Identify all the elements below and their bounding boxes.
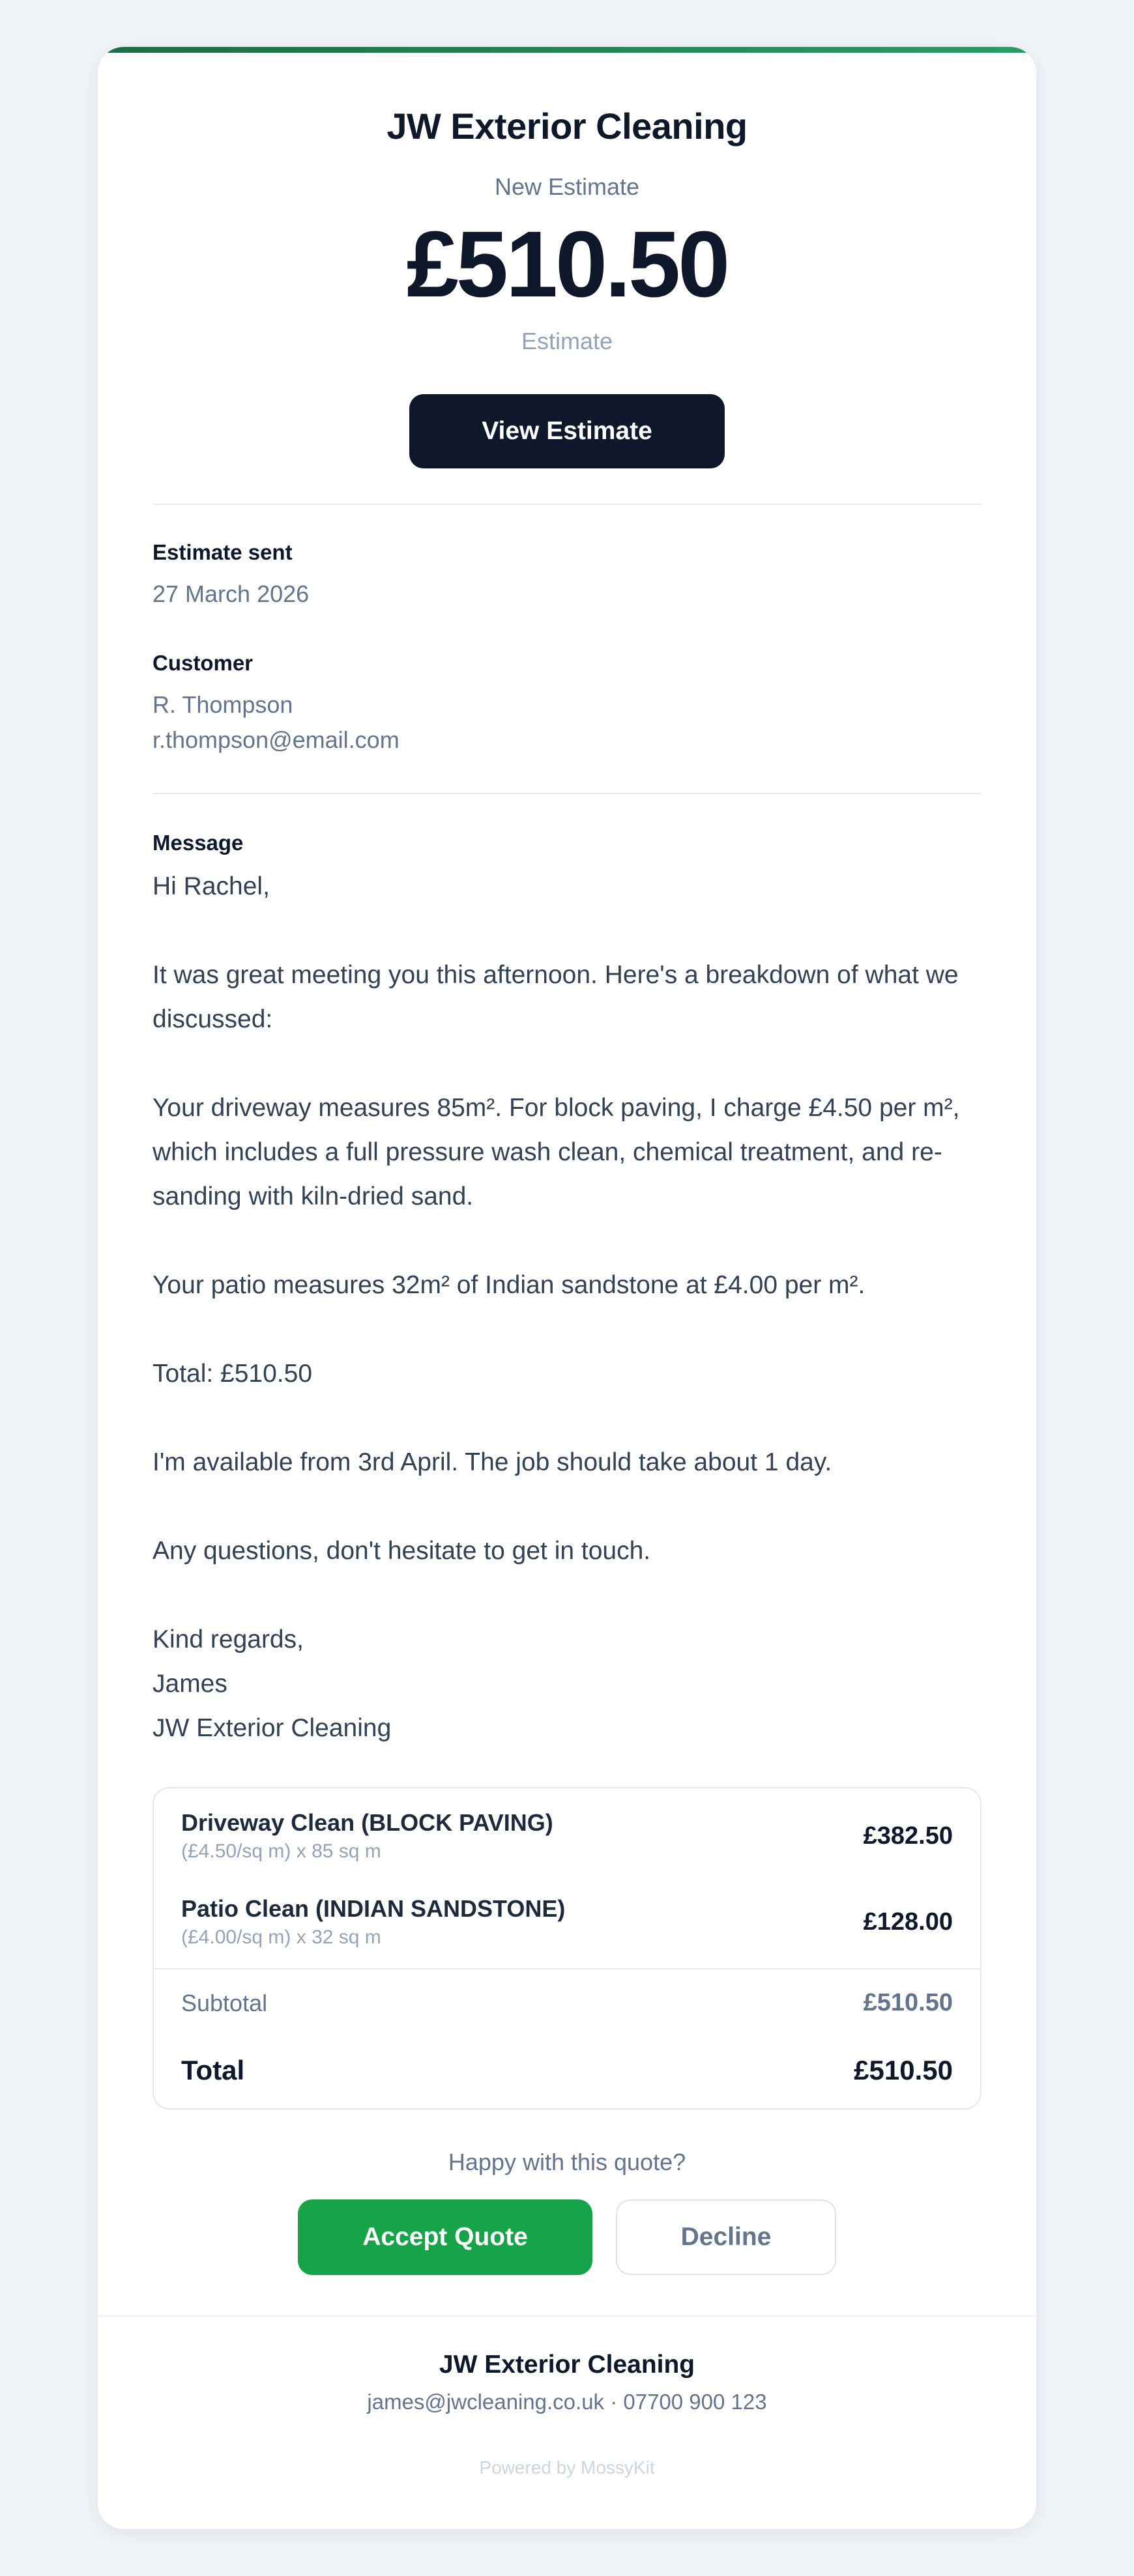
- line-item-price: £382.50: [863, 1822, 953, 1850]
- message-body: [153, 865, 981, 1751]
- message-paragraph: It was great meeting you this afternoon. Here's a breakdown of what we discussed:: [153, 961, 959, 1034]
- message-greeting: Hi Rachel,: [153, 872, 270, 901]
- estimate-sent-date: 27 March 2026: [153, 580, 310, 608]
- message-paragraph: Your patio measures 32m² of Indian sandstone at £4.00 per m².: [153, 1271, 865, 1300]
- view-estimate-button[interactable]: View Estimate: [409, 394, 725, 468]
- estimate-sent-section: [153, 505, 981, 612]
- line-item: [181, 1863, 953, 1968]
- line-item-price: £128.00: [863, 1908, 953, 1936]
- footer-company: JW Exterior Cleaning: [439, 2351, 695, 2379]
- message-paragraph: Your driveway measures 85m². For block paving, I charge £4.50 per m², which includes a full pressure wash clean, chemical treatment, and re-sanding with kiln-dried sand.: [153, 1094, 960, 1211]
- signoff-line: JW Exterior Cleaning: [153, 1714, 392, 1743]
- subtotal-row: [181, 1969, 953, 2017]
- message-paragraph: Any questions, don't hesitate to get in touch.: [153, 1537, 651, 1566]
- accept-quote-button[interactable]: Accept Quote: [298, 2199, 592, 2275]
- total-value: £510.50: [854, 2055, 953, 2086]
- estimate-card: [98, 47, 1036, 2529]
- line-item-detail: (£4.00/sq m) x 32 sq m: [181, 1926, 381, 1949]
- line-item-detail: (£4.50/sq m) x 85 sq m: [181, 1840, 381, 1863]
- message-label: Message: [153, 831, 244, 855]
- message-paragraph: Total: £510.50: [153, 1360, 313, 1388]
- line-items-table: [153, 1787, 981, 2110]
- subtotal-label: Subtotal: [181, 1989, 268, 2016]
- quote-prompt: Happy with this quote?: [448, 2149, 686, 2176]
- total-row: [181, 2017, 953, 2108]
- customer-label: Customer: [153, 651, 254, 676]
- estimate-sent-label: Estimate sent: [153, 540, 293, 565]
- estimate-header: [153, 53, 981, 468]
- line-item: [181, 1788, 953, 1863]
- signoff-line: Kind regards,: [153, 1625, 304, 1654]
- message-paragraph: I'm available from 3rd April. The job should take about 1 day.: [153, 1448, 832, 1477]
- company-title: JW Exterior Cleaning: [386, 106, 748, 147]
- amount-label: Estimate: [521, 328, 613, 355]
- customer-name: R. Thompson: [153, 691, 293, 719]
- message-signoff: [153, 1618, 981, 1751]
- footer-contact[interactable]: james@jwcleaning.co.uk · 07700 900 123: [367, 2390, 767, 2414]
- signoff-line: James: [153, 1670, 227, 1698]
- quote-actions: [153, 2110, 981, 2275]
- total-label: Total: [181, 2055, 245, 2086]
- customer-email: r.thompson@email.com: [153, 726, 400, 754]
- action-buttons: [153, 2199, 981, 2275]
- estimate-amount: £510.50: [406, 212, 728, 317]
- decline-button[interactable]: Decline: [616, 2199, 836, 2275]
- line-item-name: Patio Clean (INDIAN SANDSTONE): [181, 1895, 566, 1923]
- line-item-name: Driveway Clean (BLOCK PAVING): [181, 1809, 553, 1837]
- estimate-subtitle: New Estimate: [494, 173, 640, 200]
- customer-section: [153, 612, 981, 793]
- powered-by[interactable]: Powered by MossyKit: [479, 2457, 655, 2478]
- subtotal-value: £510.50: [863, 1989, 953, 2017]
- message-section: [153, 794, 981, 1751]
- footer: [98, 2317, 1036, 2478]
- accent-bar: [98, 47, 1036, 53]
